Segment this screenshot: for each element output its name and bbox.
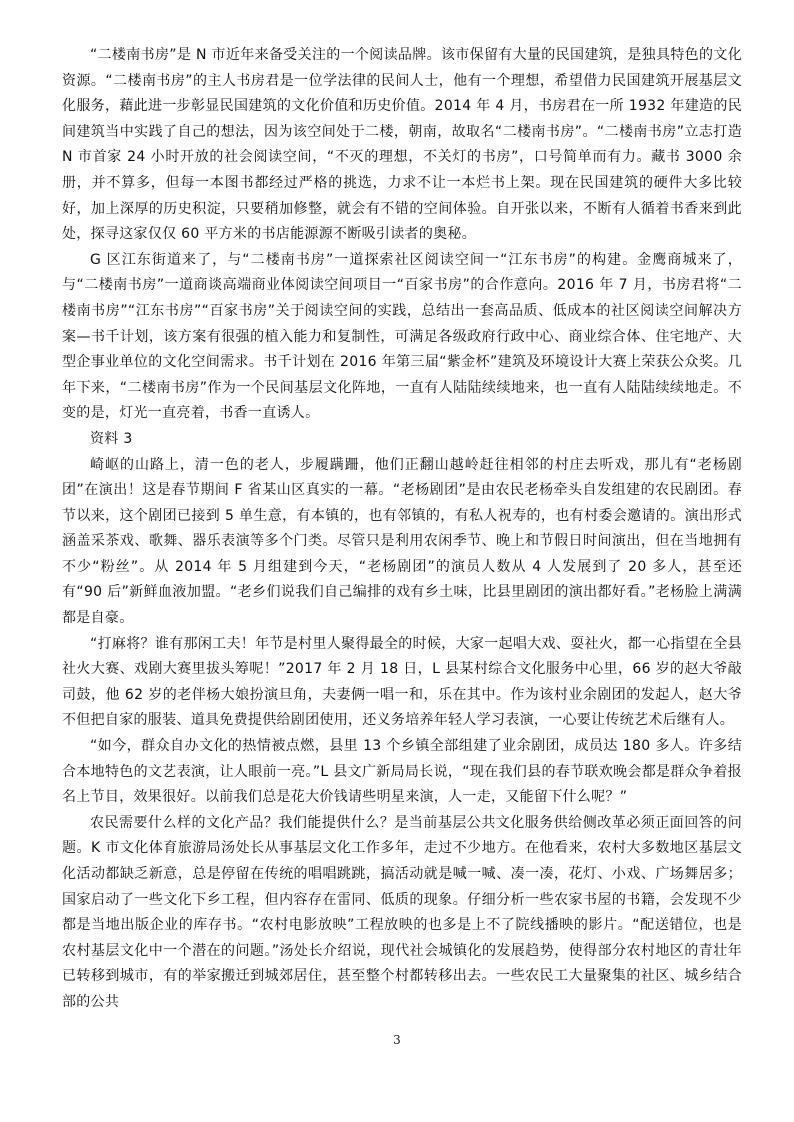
paragraph-village-opera: “打麻将？谁有那闲工夫！年节是村里人聚得最全的时候，大家一起唱大戏、耍社火，都一心指望在全县社火大赛、戏剧大赛里拔头筹呢！”2017 年 2 月 18 日，L 县某村综合文化服务中心里，66 岁的赵大爷敲司鼓，他 62 岁的老伴杨大娘扮演旦角，夫妻俩一唱一和，乐在其中。作为该村业余剧团的发起人，赵大爷不但把自家的服装、道具免费提供给剧团使用，还义务培养年轻人学习表演，一心要让传统艺术后继有人。 [62,635,742,729]
paragraph-rural-culture-needs: 农民需要什么样的文化产品？我们能提供什么？是当前基层公共文化服务供给侧改革必须正面回答的问题。K 市文化体育旅游局汤处长从事基层文化工作多年，走过不少地方。在他看来，农村大多数地区基层文化活动都缺乏新意，总是停留在传统的唱唱跳跳，搞活动就是喊一喊、凑一凑，花灯、小戏、广场舞居多；国家启动了一些文化下乡工程，但内容存在雷同、低质的现象。仔细分析一些农家书屋的书籍，会发现不少都是当地出版企业的库存书。“农村电影放映”工程放映的也多是上不了院线播映的影片。“配送错位，也是农村基层文化中一个潜在的问题。”汤处长介绍说，现代社会城镇化的发展趋势，使得部分农村地区的青壮年已转移到城市，有的举家搬迁到城郊居住，甚至整个村都转移出去。一些农民工大量聚集的社区、城乡结合部的公共 [62,814,742,1010]
section-heading-material-3: 资料 3 [90,430,133,447]
paragraph-bookstore-intro: “二楼南书房”是 N 市近年来备受关注的一个阅读品牌。该市保留有大量的民国建筑，是独具特色的文化资源。“二楼南书房”的主人书房君是一位学法律的民间人士，他有一个理想，希望借力民国建筑开展基层文化服务，藉此进一步彰显民国建筑的文化价值和历史价值。2014 年 4 月，书房君在一所 1932 年建造的民间建筑当中实践了自己的想法，因为该空间处于二楼，朝南，故取名“二楼南书房”。“二楼南书房”立志打造 N 市首家 24 小时开放的社会阅读空间，“不灭的理想，不关灯的书房”，口号简单而有力。藏书 3000 余册，并不算多，但每一本图书都经过严格的挑选，力求不让一本烂书上架。现在民国建筑的硬件大多比较好，加上深厚的历史积淀，只要稍加修整，就会有不错的空间体验。自开张以来，不断有人循着书香来到此处，探寻这家仅仅 60 平方米的书店能源源不断吸引读者的奥秘。 [62,47,742,243]
document-body [62,43,742,1016]
paragraph-county-troupes: “如今，群众自办文化的热情被点燃，县里 13 个乡镇全部组建了业余剧团，成员达 180 多人。许多结合本地特色的文艺表演，让人眼前一亮。”L 县文广新局局长说，“现在我们县的春节联欢晚会都是群众争着报名上节目，效果很好。以前我们总是花大价钱请些明星来演，人一走，又能留下什么呢？” [62,738,742,806]
page-number: 3 [393,1033,401,1047]
paragraph-bookstore-expansion: G 区江东街道来了，与“二楼南书房”一道探索社区阅读空间一“江东书房”的构建。金鹰商城来了，与“二楼南书房”一道商谈高端商业体阅读空间项目一“百家书房”的合作意向。2016 年 7 月，书房君将“二楼南书房”“江东书房”“百家书房”关于阅读空间的实践，总结出一套高品质、低成本的社区阅读空间解决方案—书千计划，该方案有很强的植入能力和复制性，可满足各级政府行政中心、商业综合体、住宅地产、大型企事业单位的文化空间需求。书千计划在 2016 年第三届“紫金杯”建筑及环境设计大赛上荣获公众奖。几年下来，“二楼南书房”作为一个民间基层文化阵地，一直有人陆陆续续地来，也一直有人陆陆续续地走。不变的是，灯光一直亮着，书香一直诱人。 [62,251,742,422]
paragraph-yang-troupe: 崎岖的山路上，清一色的老人，步履蹒跚，他们正翻山越岭赶往相邻的村庄去听戏，那儿有“老杨剧团”在演出！这是春节期间 F 省某山区真实的一幕。“老杨剧团”是由农民老杨牵头自发组建的农民剧团。春节以来，这个剧团已接到 5 单生意，有本镇的，也有邻镇的，有私人祝寿的，也有村委会邀请的。演出形式涵盖采茶戏、歌舞、器乐表演等多个门类。尽管只是利用农闲季节、晚上和节假日时间演出，但在当地拥有不少“粉丝”。从 2014 年 5 月组建到今天，“老杨剧团”的演员人数从 4 人发展到了 20 多人，甚至还有“90 后”新鲜血液加盟。“老乡们说我们自己编排的戏有乡土味，比县里剧团的演出都好看。”老杨脸上满满都是自豪。 [62,456,742,627]
